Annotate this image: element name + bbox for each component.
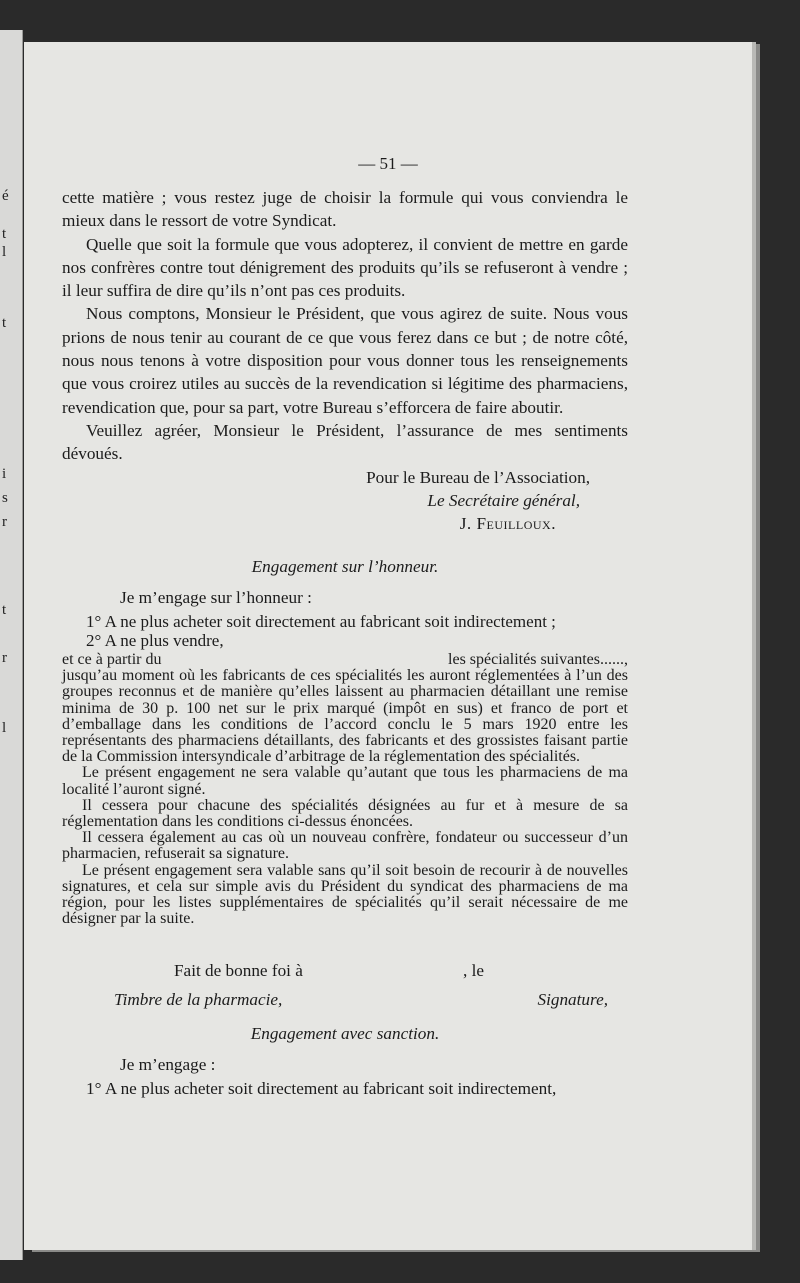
engagement-intro: Je m’engage :: [120, 1055, 216, 1075]
engagement-honneur-heading-block: [62, 555, 628, 610]
previous-page-edge: [0, 30, 23, 1260]
fait-line: [62, 959, 628, 982]
engagement-intro: Je m’engage sur l’honneur :: [120, 588, 312, 608]
signature-name: [62, 512, 556, 535]
signature-title: Le Secrétaire général,: [427, 490, 580, 510]
paragraph: Nous comptons, Monsieur le Président, que vous agirez de suite. Nous vous prions de nous tenir au courant de ce que vous ferez dans ce but ; de notre côté, nous nous tenons à votre disposition pour vous donner tous les renseignements que vous croirez utiles au succès de la revendication si légitime des pharmaciens, revendication que, pour sa part, votre Bureau s’efforcera de faire aboutir.: [62, 304, 628, 417]
section-heading: Engagement sur l’honneur.: [251, 557, 439, 576]
stamp-label: Timbre de la pharmacie,: [114, 990, 283, 1010]
margin-char: é: [2, 188, 9, 204]
signature-line: Pour le Bureau de l’Association,: [366, 467, 590, 487]
section-heading: Engagement avec sanction.: [250, 1024, 440, 1043]
margin-char: i: [2, 466, 7, 482]
margin-char: r: [2, 650, 7, 666]
date-line-left: et ce à partir du: [62, 651, 162, 668]
margin-char: r: [2, 514, 7, 530]
fait-line-left: Fait de bonne foi à: [174, 961, 303, 980]
engagement-item: 2° A ne plus vendre,: [86, 630, 224, 650]
engagement-item: 1° A ne plus acheter soit directement au fabricant soit indirectement ;: [86, 612, 556, 631]
paragraph: Veuillez agréer, Monsieur le Président, l’assurance de mes sentiments dévoués.: [62, 420, 628, 464]
margin-char: t: [2, 315, 7, 331]
date-line-right: les spécialités suivantes......,: [448, 651, 628, 668]
document-page: [24, 42, 752, 1250]
paragraph: Il cessera pour chacune des spécialités désignées au fur et à mesure de sa réglementation dans les conditions ci-dessus énoncées.: [62, 796, 628, 831]
margin-char: t: [2, 602, 7, 618]
engagement-honneur-footer: [62, 959, 628, 1012]
paragraph: Il cessera également au cas où un nouveau confrère, fondateur ou successeur d’un pharmacien, refuserait sa signature.: [62, 829, 628, 863]
paragraph: jusqu’au moment où les fabricants de ces spécialités les auront réglementées à l’un des groupes reconnus et de manière qu’elles laissent au pharmacien détaillant une remise minima de 30 p. 100 net sur le prix marqué (impôt en sus) et franco de port et d’emballage dans les conditions de l’accord conclu le 5 mars 1920 entre les représentants des pharmaciens détaillants, des fabricants et des grossistes faisant partie de la Commission intersyndicale d’arbitrage de la réglementation des spécialités.: [62, 667, 628, 766]
engagement-sanction-block: [62, 1022, 628, 1100]
engagement-item: 1° A ne plus acheter soit directement au fabricant soit indirectement,: [86, 1078, 557, 1098]
margin-char: t: [2, 226, 7, 242]
paragraph: cette matière ; vous restez juge de choisir la formule qui vous conviendra le mieux dans le ressort de votre Syndicat.: [62, 188, 628, 231]
margin-char: l: [2, 720, 7, 736]
engagement-honneur-body: [62, 652, 628, 927]
signature-name-text: J. Feuilloux.: [459, 514, 556, 534]
paragraph: Quelle que soit la formule que vous adopterez, il convient de mettre en garde nos confrères contre tout dénigrement des produits qu’ils se refuseront à vendre ; il leur suffira de dire qu’ils n’ont pas ces produits.: [62, 234, 628, 301]
stamp-signature-line: [62, 988, 628, 1011]
paragraph: Le présent engagement ne sera valable qu’autant que tous les pharmaciens de ma localité l’auront signé.: [62, 764, 628, 798]
date-line: [62, 652, 628, 668]
margin-char: l: [2, 244, 7, 260]
margin-char: s: [2, 490, 8, 506]
fait-line-right: , le: [463, 961, 484, 980]
engagement-items: [62, 613, 628, 650]
letter-body: [62, 186, 628, 535]
page-number: — 51 —: [358, 154, 418, 173]
signature-label: Signature,: [537, 990, 608, 1010]
paragraph: Le présent engagement sera valable sans qu’il soit besoin de recourir à de nouvelles signatures, et cela sur simple avis du Président du syndicat des pharmaciens de ma région, pour les listes supplémentaires de spécialités qu’il serait nécessaire de me désigner par la suite.: [62, 861, 628, 928]
